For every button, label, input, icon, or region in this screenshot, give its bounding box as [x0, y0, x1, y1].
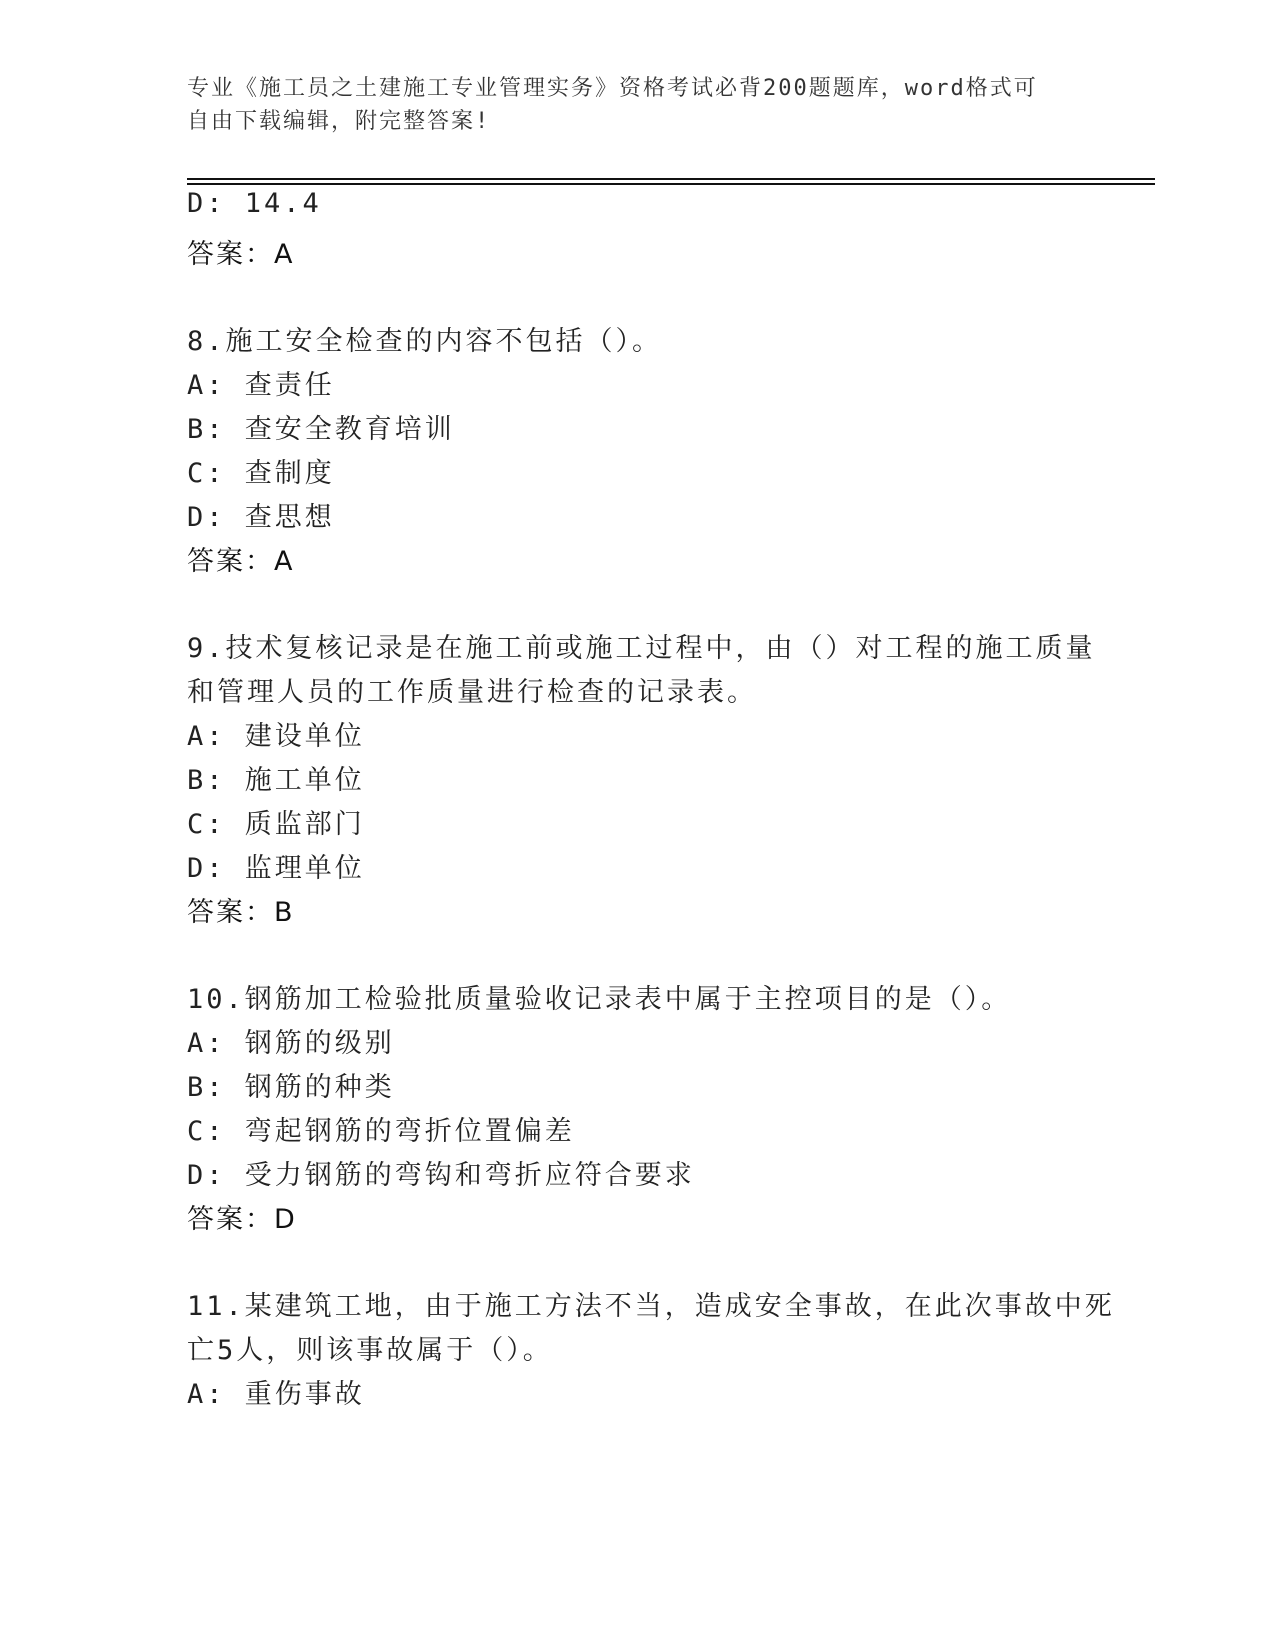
question-11-option-a: A: 重伤事故 — [187, 1379, 365, 1410]
question-9-option-b: B: 施工单位 — [187, 765, 365, 796]
header-divider-top — [187, 178, 1155, 180]
question-10-option-c: C: 弯起钢筋的弯折位置偏差 — [187, 1116, 575, 1147]
question-10-option-d: D: 受力钢筋的弯钩和弯折应符合要求 — [187, 1160, 695, 1191]
question-9-option-c: C: 质监部门 — [187, 809, 365, 840]
option-d: D: 14.4 — [187, 188, 322, 219]
header-line-1: 专业《施工员之土建施工专业管理实务》资格考试必背200题题库，word格式可 — [187, 76, 1038, 101]
question-8-option-b: B: 查安全教育培训 — [187, 414, 455, 445]
question-9-option-d: D: 监理单位 — [187, 853, 365, 884]
header-divider-bottom — [187, 183, 1155, 185]
question-10-option-b: B: 钢筋的种类 — [187, 1072, 395, 1103]
question-9-stem-line-2: 和管理人员的工作质量进行检查的记录表。 — [187, 677, 757, 708]
document-header — [187, 72, 1087, 138]
question-8-stem: 8.施工安全检查的内容不包括（）。 — [187, 326, 663, 357]
question-9-answer: 答案：B — [187, 897, 295, 928]
question-8-option-d: D: 查思想 — [187, 502, 335, 533]
answer-line: 答案：A — [187, 239, 295, 270]
header-line-2: 自由下载编辑，附完整答案! — [187, 109, 491, 134]
question-10-stem: 10.钢筋加工检验批质量验收记录表中属于主控项目的是（）。 — [187, 984, 1012, 1015]
question-11-stem-line-2: 亡5人，则该事故属于（）。 — [187, 1335, 553, 1366]
question-8-option-c: C: 查制度 — [187, 458, 335, 489]
question-9-option-a: A: 建设单位 — [187, 721, 365, 752]
question-8-option-a: A: 查责任 — [187, 370, 335, 401]
question-9-stem-line-1: 9.技术复核记录是在施工前或施工过程中，由（）对工程的施工质量 — [187, 633, 1096, 664]
question-10-option-a: A: 钢筋的级别 — [187, 1028, 395, 1059]
question-8-answer: 答案：A — [187, 546, 295, 577]
question-10-answer: 答案：D — [187, 1204, 297, 1235]
question-11-stem-line-1: 11.某建筑工地，由于施工方法不当，造成安全事故，在此次事故中死 — [187, 1291, 1115, 1322]
